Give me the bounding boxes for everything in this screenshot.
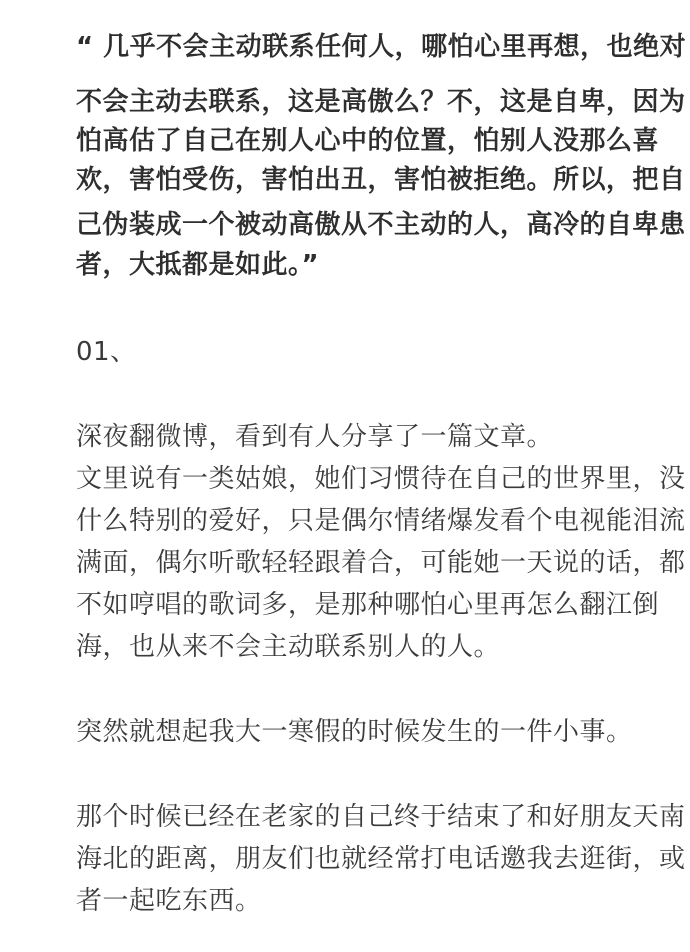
paragraph-line: 满面，偶尔听歌轻轻跟着合，可能她一天说的话，都	[76, 548, 686, 578]
paragraph-line: 那个时候已经在老家的自己终于结束了和好朋友天南	[76, 802, 686, 832]
paragraph-line: 什么特别的爱好，只是偶尔情绪爆发看个电视能泪流	[76, 506, 686, 536]
quote-line: 者，大抵都是如此。”	[76, 250, 320, 280]
quote-line: 己伪装成一个被动高傲从不主动的人，高冷的自卑患	[76, 210, 686, 240]
quote-line: 怕高估了自己在别人心中的位置，怕别人没那么喜	[76, 126, 660, 156]
paragraph-line: 者一起吃东西。	[76, 886, 262, 916]
quote-line: 欢，害怕受伤，害怕出丑，害怕被拒绝。所以，把自	[76, 165, 686, 195]
paragraph-line: 文里说有一类姑娘，她们习惯待在自己的世界里，没	[76, 464, 686, 494]
paragraph-line: 海北的距离，朋友们也就经常打电话邀我去逛街，或	[76, 844, 686, 874]
paragraph-line: 深夜翻微博，看到有人分享了一篇文章。	[76, 422, 554, 452]
paragraph-line: 突然就想起我大一寒假的时候发生的一件小事。	[76, 717, 633, 747]
paragraph-line: 不如哼唱的歌词多，是那种哪怕心里再怎么翻江倒	[76, 590, 660, 620]
quote-line: 不会主动去联系，这是高傲么？不，这是自卑，因为	[76, 87, 686, 117]
section-number: 01、	[76, 337, 137, 367]
quote-line: “ 几乎不会主动联系任何人，哪怕心里再想，也绝对	[76, 32, 687, 62]
paragraph-line: 海，也从来不会主动联系别人的人。	[76, 632, 501, 662]
